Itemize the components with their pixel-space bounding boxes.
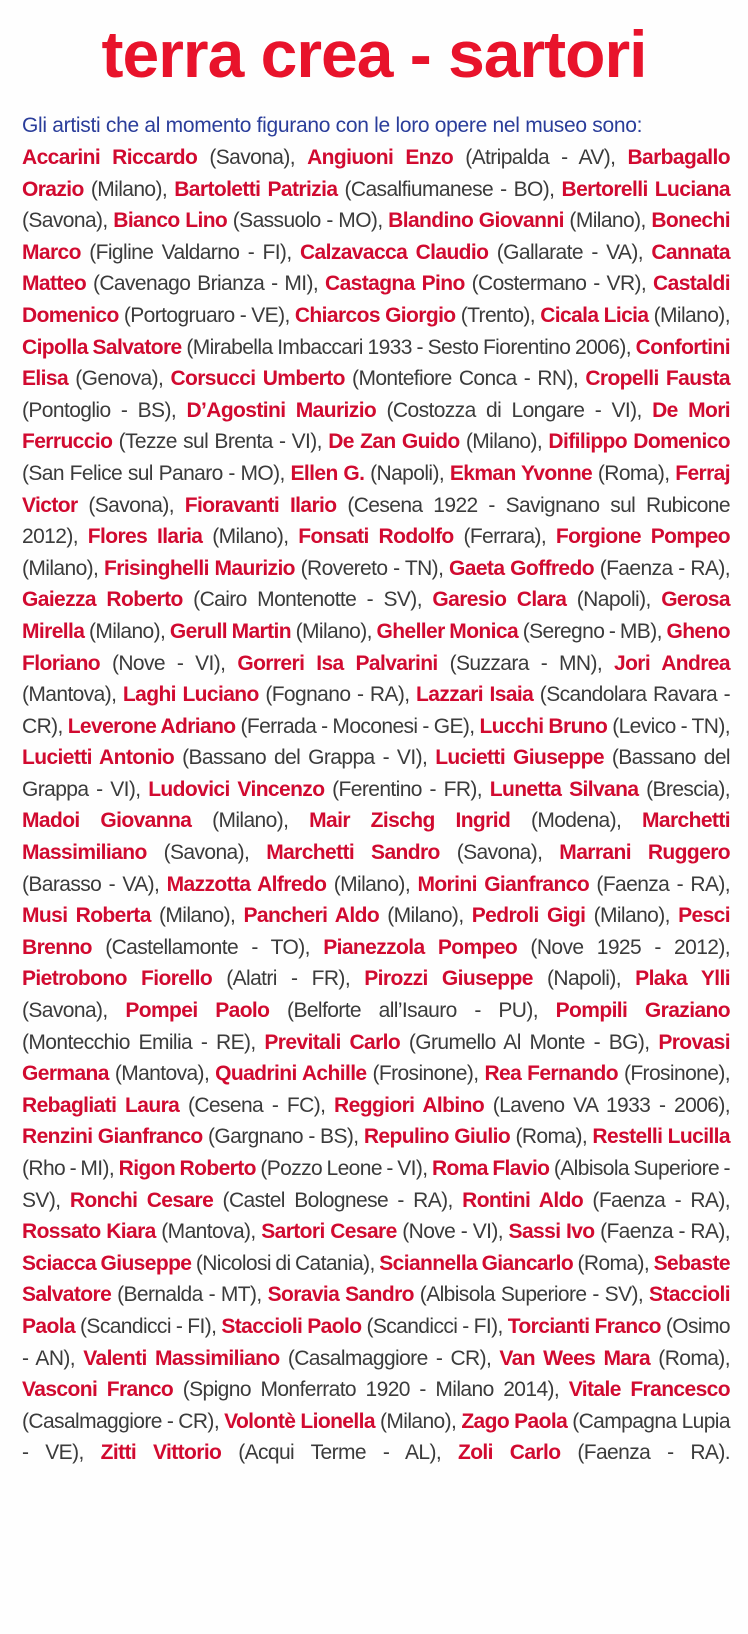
artist-name: Marchetti Sandro (266, 841, 440, 865)
artist-place: (Cavenago Brianza - MI), (92, 272, 319, 296)
artist-name: Cicala Licia (540, 303, 649, 327)
artist-place: (Modena), (530, 809, 622, 833)
artist-place: (Portogruaro - VE), (123, 303, 290, 327)
artist-place: (Milano), (333, 872, 411, 896)
artist-place: (Roma), (515, 1125, 588, 1149)
artist-place: (Roma), (577, 1251, 650, 1275)
artist-place: (Savona), (209, 146, 295, 169)
artist-name: Fioravanti Ilario (184, 493, 337, 517)
artist-place: (Milano), (212, 809, 289, 833)
artist-name: Chiarcos Giorgio (294, 303, 456, 327)
artist-place: (Savona), (88, 493, 174, 517)
artist-name: Zoli Carlo (457, 1441, 561, 1465)
artist-place: (Mantova), (114, 1062, 210, 1086)
artist-place: (Gallarate - VA), (496, 240, 643, 264)
artist-place: (Scandolara Ravara - CR), (22, 683, 730, 738)
artist-place: (Milano), (88, 619, 166, 643)
artist-name: Pompei Paolo (125, 999, 270, 1023)
artist-name: Ludovici Vincenzo (148, 777, 325, 801)
artist-place: (Figline Valdarno - FI), (89, 240, 292, 264)
intro-text: Gli artisti che al momento figurano con le loro opere nel museo sono: (22, 114, 643, 137)
artist-name: Rossato Kiara (22, 1220, 156, 1244)
artist-name: Bianco Lino (113, 209, 228, 233)
artist-place: (Atripalda - AV), (465, 146, 616, 169)
artist-place: (Frosinone), (623, 1062, 730, 1086)
artist-place: (Bassano del Grappa - VI), (182, 746, 428, 770)
artist-place: (Pontoglio - BS), (22, 398, 177, 422)
artist-name: Lunetta Silvana (489, 777, 639, 801)
artist-place: (Casalmaggiore - CR), (287, 1346, 492, 1370)
artist-name: Pirozzi Giuseppe (364, 967, 533, 991)
artist-place: (Castellamonte - TO), (105, 935, 310, 959)
artist-place: (Milano), (212, 525, 289, 549)
artist-place: (Cesena 1922 - Savignano sul Rubicone 2012), (22, 493, 730, 549)
artist-place: (Castel Bolognese - RA), (222, 1188, 453, 1212)
artist-name: Soravia Sandro (267, 1283, 414, 1307)
artist-name: Lucietti Antonio (22, 746, 175, 770)
artist-place: (Albisola Superiore - SV), (419, 1283, 644, 1307)
artist-place: (Grumello Al Monte - BG), (408, 1030, 650, 1054)
artist-name: Pianezzola Pompeo (323, 935, 518, 959)
artist-place: (Napoli), (547, 967, 621, 991)
artist-place: (Milano), (593, 904, 670, 928)
artist-name: Reggiori Albino (334, 1093, 485, 1117)
artist-place: (Genova), (75, 367, 164, 391)
artist-name: Pancheri Aldo (243, 904, 380, 928)
artist-place: (Campagna Lupia - VE), (22, 1409, 730, 1465)
artist-place: (Milano), (653, 303, 730, 327)
artist-name: Morini Gianfranco (417, 872, 590, 896)
artist-name: Jori Andrea (613, 651, 730, 675)
artist-place: (Gargnano - BS), (208, 1125, 359, 1149)
artist-place: (Montefiore Conca - RN), (352, 367, 579, 391)
artist-name: Zago Paola (461, 1409, 568, 1433)
artist-name: Bonechi Marco (22, 209, 730, 264)
artist-place: (Napoli), (370, 461, 445, 485)
artist-place: (Nove 1925 - 2012), (530, 935, 730, 959)
artist-name: Leverone Adriano (67, 714, 236, 738)
artist-name: Sciannella Giancarlo (379, 1251, 574, 1275)
artist-name: Laghi Luciano (122, 683, 259, 707)
artist-name: Quadrini Achille (215, 1062, 367, 1086)
artist-place: (Frosinone), (372, 1062, 479, 1086)
artist-name: Restelli Lucilla (592, 1125, 730, 1149)
artist-place: (Milano), (158, 904, 236, 928)
artist-name: Forgione Pompeo (555, 525, 730, 549)
artist-place: (Brescia), (646, 777, 730, 801)
artist-place: (Ferrara), (463, 525, 547, 549)
artist-name: Lazzari Isaia (416, 683, 534, 707)
artist-name: Gaiezza Roberto (22, 588, 183, 612)
artist-name: Musi Roberta (22, 904, 151, 928)
artist-place: (Savona), (22, 999, 108, 1023)
artist-name: Previtali Carlo (264, 1030, 401, 1054)
artist-name: Garesio Clara (432, 588, 567, 612)
artist-place: (Costozza di Longare - VI), (386, 398, 642, 422)
artist-place: (Levico - TN), (612, 714, 730, 738)
artist-place: (Bassano del Grappa - VI), (22, 746, 730, 801)
artist-place: (Nove - VI), (402, 1220, 503, 1244)
artist-place: (Milano), (465, 430, 543, 454)
artist-place: (Ferentino - FR), (332, 777, 483, 801)
artist-name: Lucchi Bruno (479, 714, 608, 738)
artist-place: (Milano), (295, 619, 372, 643)
artist-place: (Faenza - RA), (596, 872, 730, 896)
artist-place: (Montecchio Emilia - RE), (22, 1030, 256, 1054)
artist-name: Renzini Gianfranco (22, 1125, 203, 1149)
artist-place: (Mantova), (22, 683, 117, 707)
artist-place: (Nicolosi di Catania), (195, 1251, 375, 1275)
artist-name: Rea Fernando (484, 1062, 618, 1086)
artist-name: Van Wees Mara (499, 1346, 651, 1370)
artist-name: Rigon Roberto (118, 1157, 256, 1180)
artist-name: Blandino Giovanni (388, 209, 564, 233)
artist-name: Staccioli Paolo (221, 1314, 362, 1338)
artist-name: Vasconi Franco (22, 1378, 174, 1402)
artist-place: (Roma), (597, 461, 670, 485)
artist-place: (Seregno - MB), (522, 619, 662, 643)
artist-name: Cannata Matteo (22, 240, 730, 296)
artist-list (22, 142, 730, 1469)
artist-place: (Roma), (658, 1346, 730, 1370)
artist-place: (Milano), (22, 556, 99, 580)
artist-name: Gerosa Mirella (22, 588, 730, 643)
artist-name: Mair Zischg Ingrid (309, 809, 511, 833)
artist-place: (Acqui Terme - AL), (238, 1441, 442, 1465)
artist-name: Gerull Martin (169, 619, 291, 643)
artist-place: (Cairo Montenotte - SV), (193, 588, 422, 612)
artist-name: Ekman Yvonne (449, 461, 593, 485)
artist-name: Calzavacca Claudio (299, 240, 489, 264)
artist-place: (Fognano - RA), (265, 683, 410, 707)
artist-place: (Napoli), (576, 588, 651, 612)
artist-name: Gorreri Isa Palvarini (237, 651, 438, 675)
artist-name: D’Agostini Maurizio (186, 398, 377, 422)
artist-place: (Milano), (90, 177, 168, 201)
artist-place: (San Felice sul Panaro - MO), (22, 461, 285, 485)
artist-name: Vitale Francesco (568, 1378, 730, 1402)
artist-name: Barbagallo Orazio (22, 146, 730, 201)
artist-name: Lucietti Giuseppe (435, 746, 604, 770)
artist-name: Difilippo Domenico (548, 430, 730, 454)
artist-name: Staccioli Paola (22, 1283, 730, 1338)
artist-name: De Zan Guido (328, 430, 460, 454)
artist-place: (Alatri - FR), (226, 967, 351, 991)
artist-place: (Faenza - RA), (599, 556, 730, 580)
artist-name: De Mori Ferruccio (22, 398, 730, 454)
artist-place: (Savona), (163, 841, 250, 865)
artist-place: (Scandicci - FI), (366, 1314, 503, 1338)
artist-name: Bartoletti Patrizia (174, 177, 338, 201)
artist-name: Castagna Pino (325, 272, 465, 296)
artist-place: (Laveno VA 1933 - 2006), (492, 1093, 730, 1117)
artist-place: (Milano), (569, 209, 646, 233)
artist-place: (Trento), (460, 303, 536, 327)
artist-name: Plaka Ylli (635, 967, 730, 991)
artist-name: Cropelli Fausta (585, 367, 730, 391)
artist-name: Accarini Riccardo (22, 146, 198, 169)
artist-name: Sebaste Salvatore (22, 1251, 730, 1307)
artist-place: (Barasso - VA), (22, 872, 160, 896)
artist-place: (Scandicci - FI), (80, 1314, 217, 1338)
artist-place: (Mantova), (161, 1220, 256, 1244)
artist-place: (Suzzara - MN), (449, 651, 603, 675)
artist-place: (Savona), (456, 841, 543, 865)
artist-place: (Costermano - VR), (471, 272, 647, 296)
artist-place: (Belforte all’Isauro - PU), (287, 999, 538, 1023)
artist-name: Ferraj Victor (22, 461, 730, 517)
artist-name: Pompili Graziano (555, 999, 730, 1023)
artist-name: Angiuoni Enzo (307, 146, 454, 169)
artist-name: Pietrobono Fiorello (22, 967, 213, 991)
artist-place: (Casalmaggiore - CR), (22, 1409, 220, 1433)
artist-name: Marchetti Massimiliano (22, 809, 730, 865)
artist-place: (Savona), (22, 209, 108, 233)
artist-name: Marrani Ruggero (559, 841, 730, 865)
artist-name: Sassi Ivo (508, 1220, 595, 1244)
artist-place: (Faenza - RA), (600, 1220, 730, 1244)
artist-place: (Osimo - AN), (22, 1314, 730, 1370)
artist-name: Flores Ilaria (87, 525, 203, 549)
artist-name: Sciacca Giuseppe (22, 1251, 192, 1275)
artist-place: (Tezze sul Brenta - VI), (118, 430, 322, 454)
artist-place: (Milano), (387, 904, 464, 928)
artist-name: Provasi Germana (22, 1030, 730, 1086)
artist-name: Madoi Giovanna (22, 809, 192, 833)
artist-place: (Nove - VI), (111, 651, 226, 675)
artist-name: Sartori Cesare (261, 1220, 397, 1244)
artist-name: Mazzotta Alfredo (166, 872, 327, 896)
artist-name: Ronchi Cesare (69, 1188, 214, 1212)
artist-name: Gaeta Goffredo (449, 556, 594, 580)
artist-name: Rontini Aldo (462, 1188, 584, 1212)
artist-name: Confortini Elisa (22, 335, 730, 391)
artist-name: Gheller Monica (376, 619, 519, 643)
artist-name: Corsucci Umberto (170, 367, 345, 391)
artist-name: Valenti Massimiliano (83, 1346, 280, 1370)
artist-place: (Ferrada - Moconesi - GE), (240, 714, 475, 738)
artist-name: Frisinghelli Maurizio (104, 556, 295, 580)
artist-name: Fonsati Rodolfo (298, 525, 454, 549)
artist-name: Cipolla Salvatore (22, 335, 182, 359)
artist-name: Castaldi Domenico (22, 272, 730, 327)
artist-place: (Faenza - RA). (577, 1441, 730, 1465)
artist-place: (Spigno Monferrato 1920 - Milano 2014), (182, 1378, 560, 1402)
artist-name: Ellen G. (290, 461, 365, 485)
artist-name: Pedroli Gigi (471, 904, 586, 928)
artist-name: Volontè Lionella (224, 1409, 375, 1433)
artist-place: (Cesena - FC), (187, 1093, 326, 1117)
artist-name: Zitti Vittorio (100, 1441, 222, 1465)
artist-place: (Sassuolo - MO), (232, 209, 383, 233)
artist-place: (Rovereto - TN), (300, 556, 444, 580)
artist-name: Repulino Giulio (363, 1125, 511, 1149)
artist-name: Bertorelli Luciana (561, 177, 730, 201)
artist-name: Rebagliati Laura (22, 1093, 180, 1117)
artist-name: Gheno Floriano (22, 619, 730, 675)
artist-place: (Milano), (379, 1409, 457, 1433)
artist-place: (Casalfiumanese - BO), (344, 177, 555, 201)
artist-place: (Faenza - RA), (592, 1188, 730, 1212)
artist-place: (Bernalda - MT), (117, 1283, 262, 1307)
artist-name: Roma Flavio (431, 1157, 550, 1180)
artist-place: (Pozzo Leone - VI), (260, 1157, 428, 1180)
artist-name: Pesci Brenno (22, 904, 730, 959)
artist-name: Torcianti Franco (507, 1314, 661, 1338)
page-title: terra crea - sartori (101, 17, 647, 91)
artist-place: (Albisola Superiore - SV), (22, 1157, 730, 1212)
artist-place: (Mirabella Imbaccari 1933 - Sesto Fiorentino 2006), (186, 335, 631, 359)
artist-place: (Rho - MI), (22, 1157, 115, 1180)
